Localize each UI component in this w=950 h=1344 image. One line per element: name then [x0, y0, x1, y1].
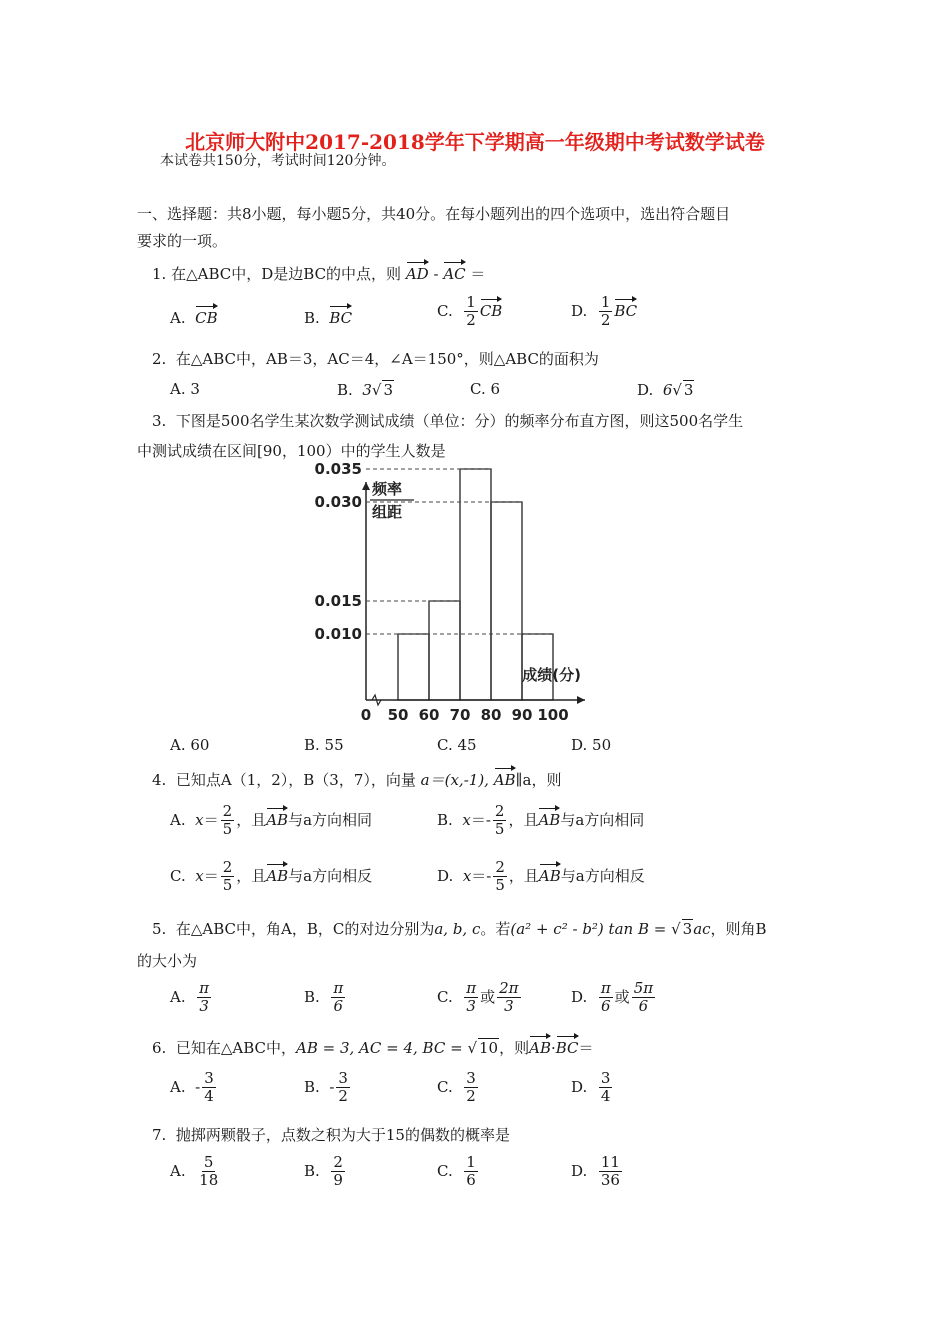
formula-ac: ac: [693, 920, 711, 938]
q1-option-a: [170, 306, 218, 327]
q5-number: 5.: [152, 920, 167, 938]
q4-number: 4.: [152, 771, 167, 789]
question-4: [152, 768, 561, 790]
vector-ab: AB: [494, 768, 516, 789]
q5-option-b: [304, 980, 347, 1016]
q4-option-d: [437, 859, 645, 895]
page-title: 北京师大附中2017-2018学年下学期高一年级期中考试数学试卷: [185, 130, 765, 154]
radicand: 3: [683, 381, 694, 399]
q3-number: 3.: [152, 412, 167, 430]
q7-option-c: [437, 1154, 480, 1190]
y-tick-label: 0.035: [314, 460, 362, 478]
y-tick-label: 0.010: [314, 625, 362, 643]
y-label-top: 频率: [372, 480, 403, 498]
minus-sign: -: [433, 265, 439, 283]
vector-ab: AB: [266, 864, 288, 885]
q4-option-a: [170, 803, 372, 839]
vector-ac: AC: [443, 262, 465, 283]
and-text: ，且: [508, 810, 539, 829]
coefficient: 6: [662, 381, 673, 399]
vector-bc: BC: [614, 299, 637, 320]
fraction: $\frac{1}{2}$: [466, 293, 476, 330]
direction-text: 与a方向相同: [288, 810, 373, 829]
x-tick-label: 60: [418, 706, 440, 724]
q3-stem: 下图是500名学生某次数学测试成绩（单位：分）的频率分布直方图，则这500名学生: [175, 412, 744, 430]
x-axis-label: 成绩(分): [522, 666, 581, 684]
x-tick-label: 100: [537, 706, 569, 724]
q4-option-c: [170, 859, 372, 895]
question-3-cont: 中测试成绩在区间[90，100）中的学生人数是: [137, 442, 446, 460]
option-label: A.: [170, 309, 186, 327]
x-tick-label: 70: [449, 706, 471, 724]
option-label: B.: [337, 381, 353, 399]
option-label: B.: [304, 987, 320, 1006]
q1-option-c: [437, 294, 502, 330]
option-label: A.: [170, 1077, 186, 1096]
x-tick-label: 0: [360, 706, 372, 724]
fraction: $\frac{2}{5}$: [494, 802, 505, 839]
frequency-histogram: [300, 460, 640, 724]
x-tick-label: 50: [387, 706, 409, 724]
q2-option-a: A. 3: [170, 380, 200, 398]
y-label-bottom: 组距: [372, 503, 403, 521]
option-label: D.: [637, 381, 654, 399]
option-label: A.: [170, 810, 186, 829]
histogram-bar: [460, 469, 491, 700]
q2-stem: 在△ABC中，AB＝3，AC＝4，∠A＝150°，则△ABC的面积为: [175, 350, 599, 368]
option-label: B.: [304, 1077, 320, 1096]
q7-option-a: [170, 1154, 222, 1190]
q6-option-b: [304, 1070, 352, 1106]
option-label: B.: [304, 309, 320, 327]
equals: ＝: [203, 866, 219, 885]
q3-option-c: C. 45: [437, 736, 477, 754]
q6-stem: 已知在△ABC中，: [175, 1039, 297, 1057]
direction-text: 与a方向相反: [560, 866, 645, 885]
vector-ab: AB: [539, 864, 561, 885]
fraction: $\frac{\pi}{3}$: [199, 979, 210, 1016]
question-7: [152, 1124, 510, 1145]
radicand: 10: [479, 1039, 499, 1057]
q1-stem: 在△ABC中，D是边BC的中点，则: [171, 265, 402, 283]
q7-option-b: [304, 1154, 347, 1190]
q7-stem: 抛掷两颗骰子，点数之积为大于15的偶数的概率是: [175, 1126, 510, 1144]
direction-text: 与a方向相同: [560, 810, 645, 829]
q5-stem: 在△ABC中，角A，B，C的对边分别为: [175, 920, 435, 938]
fraction: $\frac{2}{5}$: [495, 858, 505, 895]
y-tick-label: 0.015: [314, 592, 362, 610]
option-label: D.: [571, 301, 588, 320]
q7-option-d: [571, 1154, 624, 1190]
q7-number: 7.: [152, 1126, 167, 1144]
fraction: $\frac{1}{6}$: [466, 1153, 476, 1190]
q4-stem: 已知点A（1，2），B（3，7），向量: [175, 771, 416, 789]
q1-option-d: [571, 294, 637, 330]
q2-option-d: D. 6√ 3: [637, 381, 694, 399]
section-heading-cont: 要求的一项。: [137, 232, 228, 250]
vector-bc: BC: [556, 1036, 579, 1057]
equals: ＝: [203, 810, 219, 829]
vector-ad: AD: [406, 262, 429, 283]
equals-sign: ＝: [470, 265, 486, 283]
question-1: [152, 262, 485, 284]
option-label: C.: [437, 987, 453, 1006]
dot-product: ·: [550, 1039, 556, 1057]
var-x: x: [462, 866, 472, 885]
and-text: ，且: [508, 866, 539, 885]
q5-if: 。若: [480, 920, 511, 938]
q6-option-a: [170, 1070, 218, 1106]
section-heading: 一、选择题：共8小题，每小题5分，共40分。在每小题列出的四个选项中，选出符合题目: [137, 205, 731, 223]
q2-option-c: C. 6: [470, 380, 501, 398]
question-2: [152, 348, 599, 369]
option-label: D.: [437, 866, 454, 885]
option-label: C.: [437, 1161, 453, 1180]
histogram-bar: [491, 502, 522, 700]
and-text: ，且: [236, 866, 267, 885]
q1-number: 1.: [152, 265, 167, 283]
option-label: B.: [437, 810, 453, 829]
q5-option-d: [571, 980, 657, 1016]
option-label: C.: [437, 1077, 453, 1096]
option-label: D.: [571, 1161, 588, 1180]
q5-option-a: [170, 980, 213, 1016]
or-text: 或: [614, 987, 630, 1006]
fraction: $\frac{11}{36}$: [600, 1153, 620, 1190]
equals-neg: ＝-: [471, 866, 492, 885]
question-3: [152, 410, 743, 431]
exam-info: 本试卷共150分，考试时间120分钟。: [160, 153, 396, 169]
q2-option-b: B. 3√ 3: [337, 381, 393, 399]
fraction: $\frac{2}{5}$: [222, 802, 233, 839]
q6-number: 6.: [152, 1039, 167, 1057]
sides: a, b, c: [434, 920, 481, 938]
q1-option-b: [304, 306, 352, 327]
then-text: ，则: [499, 1039, 530, 1057]
coefficient: 3: [362, 381, 372, 399]
option-label: C.: [170, 866, 186, 885]
fraction: $\frac{5}{18}$: [199, 1153, 219, 1190]
option-label: A.: [170, 987, 186, 1006]
fraction: $\frac{3}{2}$: [466, 1069, 476, 1106]
x-tick-label: 80: [480, 706, 502, 724]
q4-option-b: [437, 803, 644, 839]
fraction: $\frac{3}{2}$: [338, 1069, 348, 1106]
vector-a-value: ＝(x,-1),: [429, 771, 489, 789]
histogram-bar: [429, 601, 460, 700]
option-label: A.: [170, 1161, 186, 1180]
fraction: $\frac{2}{9}$: [333, 1153, 343, 1190]
q6-option-d: [571, 1070, 614, 1106]
radicand: 3: [383, 381, 393, 399]
radicand: 3: [682, 920, 693, 938]
fraction: $\frac{3}{4}$: [204, 1069, 214, 1106]
vector-ab: AB: [538, 808, 560, 829]
and-text: ，且: [236, 810, 267, 829]
q5-stem-end: ，则角B: [710, 920, 767, 938]
vector-cb: CB: [480, 299, 503, 320]
q5-option-c: [437, 980, 523, 1016]
fraction: $\frac{\pi}{6}$: [333, 979, 344, 1016]
var-x: x: [195, 866, 204, 885]
conditions: AB = 3, AC = 4, BC =: [296, 1039, 468, 1057]
fraction: $\frac{\pi}{6}$: [600, 979, 611, 1016]
vector-ab: AB: [529, 1036, 551, 1057]
option-label: D.: [571, 987, 588, 1006]
or-text: 或: [480, 987, 496, 1006]
vector-ab: AB: [266, 808, 288, 829]
fraction: $\frac{5\pi}{6}$: [633, 979, 654, 1016]
vector-bc: BC: [329, 306, 352, 327]
q3-option-a: A. 60: [170, 736, 210, 754]
option-label: D.: [571, 1077, 588, 1096]
equals-sign: ＝: [578, 1039, 594, 1057]
histogram-bar: [398, 634, 429, 700]
formula: (a² + c² - b²) tan B =: [510, 920, 672, 938]
neg-sign: -: [195, 1077, 201, 1096]
neg-sign: -: [329, 1077, 335, 1096]
option-label: B.: [304, 1161, 320, 1180]
y-tick-label: 0.030: [314, 493, 362, 511]
q3-option-b: B. 55: [304, 736, 344, 754]
vector-a: a: [420, 771, 430, 789]
var-x: x: [195, 810, 204, 829]
y-axis-arrow: [362, 482, 370, 490]
question-6: 6. 已知在△ABC中，AB = 3, AC = 4, BC = √ 10，则AB·BC＝: [152, 1036, 594, 1058]
question-5: 5. 在△ABC中，角A，B，C的对边分别为a, b, c。若(a² + c² - b²) tan B = √ 3ac，则角B: [152, 920, 767, 938]
q6-option-c: [437, 1070, 480, 1106]
fraction: $\frac{3}{4}$: [600, 1069, 611, 1106]
fraction: $\frac{1}{2}$: [600, 293, 611, 330]
q4-stem-end: ∥a，则: [515, 771, 562, 789]
fraction: $\frac{2\pi}{3}$: [499, 979, 519, 1016]
equals-neg: ＝-: [470, 810, 491, 829]
option-label: C.: [437, 301, 453, 320]
var-x: x: [462, 810, 471, 829]
x-tick-label: 90: [511, 706, 533, 724]
vector-cb: CB: [195, 306, 218, 327]
fraction: $\frac{\pi}{3}$: [466, 979, 477, 1016]
q3-option-d: D. 50: [571, 736, 612, 754]
q2-number: 2.: [152, 350, 167, 368]
question-5-cont: 的大小为: [137, 952, 198, 970]
direction-text: 与a方向相反: [288, 866, 373, 885]
x-axis-arrow: [577, 696, 585, 704]
fraction: $\frac{2}{5}$: [222, 858, 233, 895]
